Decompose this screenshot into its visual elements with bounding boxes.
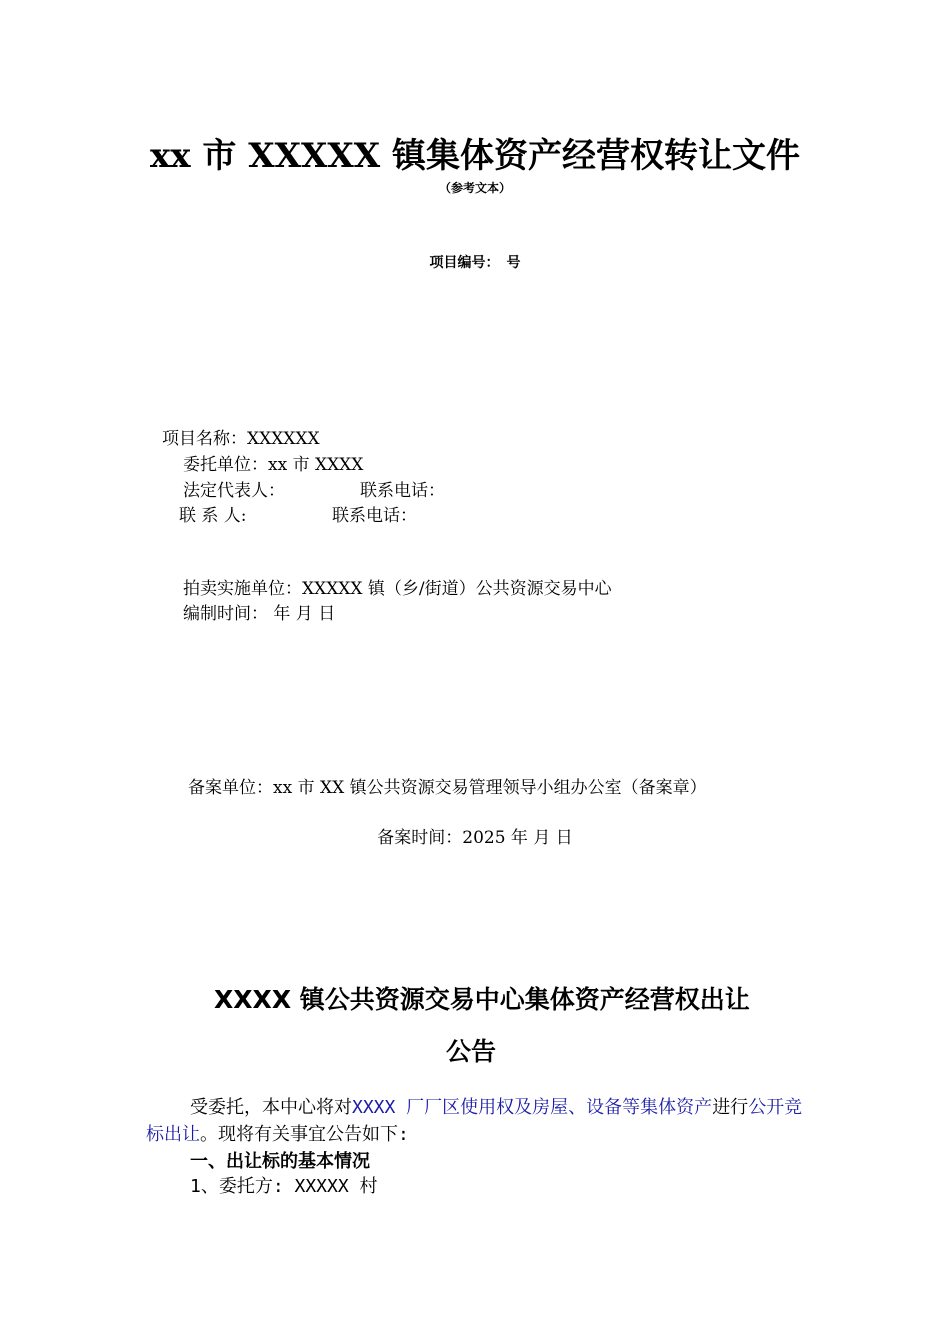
compile-time: 编制时间： 年 月 日	[183, 604, 336, 624]
document-title: xx 市 XXXXX 镇集体资产经营权转让文件	[150, 136, 800, 176]
notice-title-line2: 公告	[446, 1037, 497, 1066]
contact-person-label: 联 系 人:	[179, 506, 247, 526]
intro-text: 受委托，本中心将对	[190, 1097, 352, 1118]
filing-unit: 备案单位：xx 市 XX 镇公共资源交易管理领导小组办公室（备案章）	[188, 778, 707, 798]
project-name: 项目名称：XXXXXX	[162, 429, 320, 449]
section-heading: 一、出让标的基本情况	[190, 1151, 370, 1172]
contact-phone-label: 联系电话：	[360, 481, 445, 501]
filing-time: 备案时间：2025 年 月 日	[377, 828, 573, 848]
document-subtitle: （参考文本）	[438, 181, 511, 195]
contact-phone-label: 联系电话：	[332, 506, 417, 526]
asset-description: XXXX 厂厂区使用权及房屋、设备等集体资产	[352, 1097, 713, 1118]
list-item: 1、委托方: XXXXX 村	[190, 1176, 378, 1197]
project-number: 项目编号： 号	[429, 255, 521, 271]
transfer-method: 公开竞标出让	[146, 1097, 803, 1145]
auction-unit: 拍卖实施单位：XXXXX 镇（乡/街道）公共资源交易中心	[183, 579, 612, 599]
notice-intro-paragraph	[146, 1094, 806, 1148]
intro-text: 。现将有关事宜公告如下:	[200, 1124, 409, 1145]
notice-title-line1: XXXX 镇公共资源交易中心集体资产经营权出让	[214, 985, 750, 1014]
legal-representative-label: 法定代表人：	[183, 481, 285, 501]
intro-text: 进行	[712, 1097, 749, 1118]
entrusting-unit: 委托单位：xx 市 XXXX	[183, 455, 364, 475]
